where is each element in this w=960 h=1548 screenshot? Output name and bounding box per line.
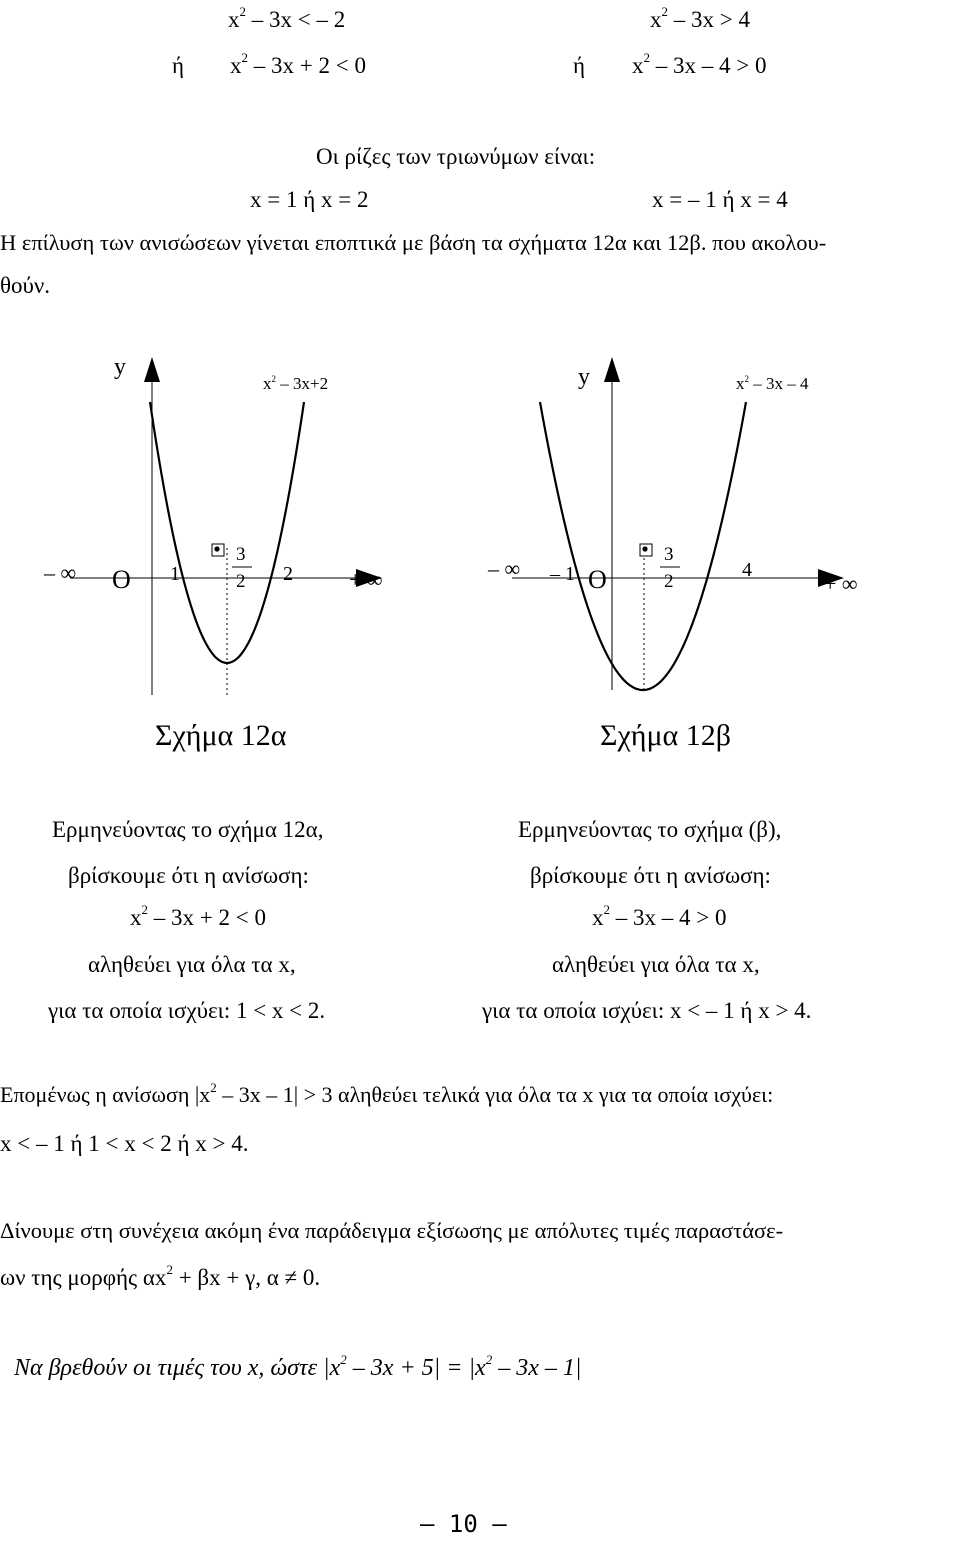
caption-12a: Σχήμα 12α (155, 719, 287, 752)
next-example-line-1: Δίνουμε στη συνέχεια ακόμη ένα παράδειγμα εξίσωσης με απόλυτες τιμές παραστάσε- (0, 1218, 784, 1243)
figure-12b (487, 357, 858, 690)
y-axis-arrow (604, 357, 620, 382)
fraction-numerator: 3 (664, 544, 674, 565)
or-right: ή (573, 53, 586, 78)
vertex-dot (642, 546, 647, 551)
interp-left-line-1: Ερμηνεύοντας το σχήμα 12α, (52, 817, 324, 842)
neg-infinity-label: – ∞ (44, 560, 77, 585)
conclusion-line-2: x < – 1 ή 1 < x < 2 ή x > 4. (0, 1131, 249, 1156)
vertex-dot (214, 546, 219, 551)
figure-12a (43, 354, 383, 695)
function-label: $x^2 - 3x+2$ (263, 374, 329, 393)
y-label: y (114, 354, 126, 380)
ineq-left-2: $x^2 - 3x + 2 < 0$ (230, 50, 366, 78)
roots-right: x = – 1 ή x = 4 (652, 187, 788, 212)
ineq-left-1: $x^2 - 3x$ < – 2 (228, 4, 346, 32)
next-example-line-2: ων της μορφής $\alpha x^2 + \beta x + \gamma$, α ≠ 0. (0, 1262, 321, 1290)
origin-label: O (588, 565, 607, 594)
caption-12b: Σχήμα 12β (600, 719, 732, 752)
fraction-denominator: 2 (236, 571, 246, 592)
interp-right-line-4: αληθεύει για όλα τα x, (552, 952, 760, 977)
pos-infinity-label: + ∞ (824, 571, 858, 596)
interp-right-line-5: για τα οποία ισχύει: x < – 1 ή x > 4. (482, 998, 812, 1023)
or-left: ή (172, 53, 185, 78)
interp-left-line-4: αληθεύει για όλα τα x, (88, 952, 296, 977)
exercise-statement: Να βρεθούν οι τιμές του x, ώστε $|x^2 - 3x + 5| = |x^2 - 3x - 1|$ (14, 1352, 582, 1381)
y-label: y (578, 364, 590, 390)
interp-right-line-1: Ερμηνεύοντας το σχήμα (β), (518, 817, 782, 842)
tick-2-label: 2 (283, 563, 293, 585)
roots-intro: Οι ρίζες των τριωνύμων είναι: (316, 144, 596, 169)
interp-left-equation: $x^2 - 3x + 2 < 0$ (130, 902, 266, 930)
pos-infinity-label: + ∞ (349, 567, 383, 592)
roots-left: x = 1 ή x = 2 (250, 187, 369, 212)
y-axis-arrow (144, 357, 160, 382)
tick-neg1-label: – 1 (550, 563, 575, 585)
ineq-right-1: $x^2 - 3x > 4$ (650, 4, 750, 32)
neg-infinity-label: – ∞ (488, 556, 521, 581)
paragraph-line-2: θούν. (0, 273, 51, 298)
origin-label: O (112, 565, 131, 594)
fraction-denominator: 2 (664, 571, 674, 592)
interp-left-line-5: για τα οποία ισχύει: 1 < x < 2. (48, 998, 326, 1023)
function-label: $x^2 - 3x - 4$ (736, 374, 809, 393)
conclusion-line-1: Επομένως η ανίσωση $|x^2 - 3x - 1| > 3$ αληθεύει τελικά για όλα τα x για τα οποία ισχύει: (0, 1079, 774, 1107)
paragraph-line-1: Η επίλυση των ανισώσεων γίνεται εποπτικά με βάση τα σχήματα 12α και 12β. που ακολου- (0, 230, 827, 255)
tick-4-label: 4 (742, 559, 752, 581)
ineq-right-2: $x^2 - 3x - 4 > 0$ (632, 50, 767, 78)
interp-left-line-2: βρίσκουμε ότι η ανίσωση: (68, 863, 309, 888)
fraction-numerator: 3 (236, 544, 246, 565)
page-number: – 10 – (420, 1510, 507, 1538)
interp-right-line-2: βρίσκουμε ότι η ανίσωση: (530, 863, 771, 888)
tick-1-label: 1 (170, 563, 180, 585)
interp-right-equation: $x^2 - 3x - 4 > 0$ (592, 902, 727, 930)
